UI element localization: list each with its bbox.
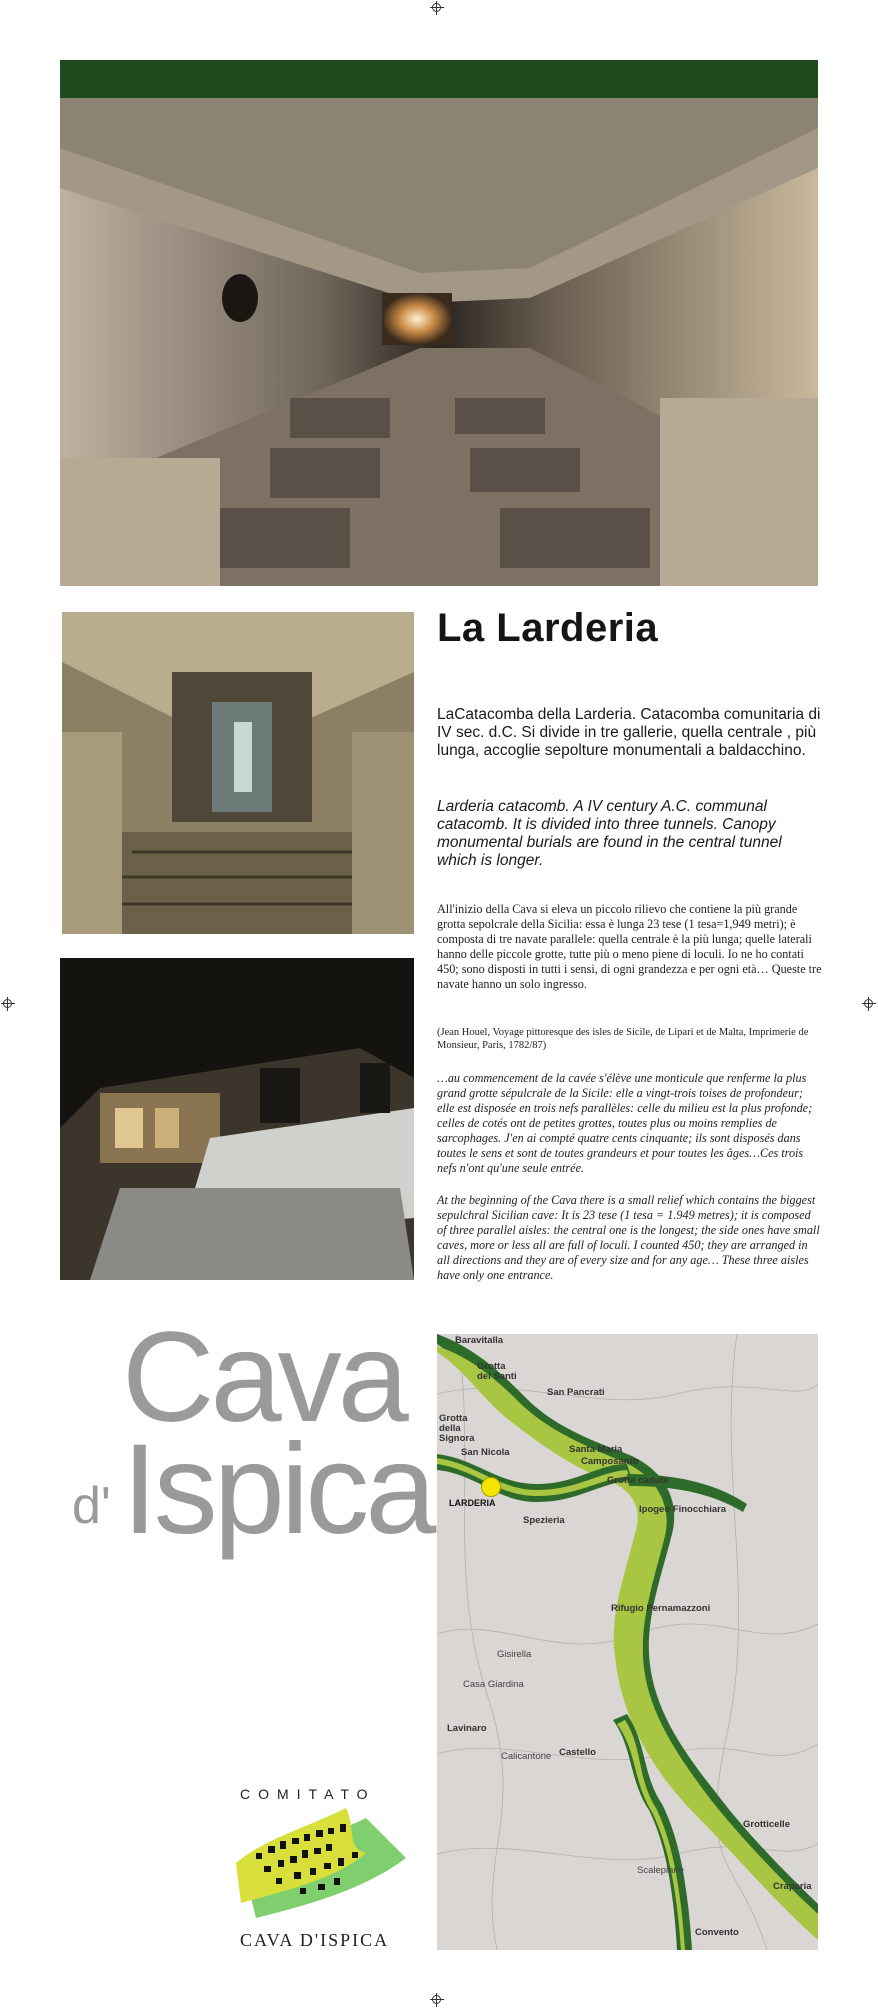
- intro-italian: LaCatacomba della Larderia. Catacomba comunitaria di IV sec. d.C. Si divide in tre gallerie, quella centrale , più lunga, accoglie sepolture monumentali a baldacchino.: [437, 706, 821, 759]
- map-label-san-pancrati: San Pancrati: [547, 1387, 605, 1398]
- map-river-graphic: [437, 1334, 818, 1950]
- map-label-casa-giardina: Casa Giardina: [463, 1679, 524, 1690]
- map-label-larderia: LARDERIA: [449, 1498, 496, 1508]
- map-label-craparia: Craparia: [773, 1881, 812, 1892]
- map-label-calicantone: Calicantone: [501, 1751, 552, 1762]
- houel-quote-french: …au commencement de la cavée s'élève une monticule que renferme la plus grand grotte sépulcrale de la Sicile: elle a vingt-trois toises de profondeur; elle est disposée en trois nefs parallèles: celle du milieu est la plus profonde; celles de cotés ont de petites grottes, toutes plus ou moins remplies de sarcophages. J'en ai compté quatre cents cinquante; ils sont disposés dans toutes le sens et sont de toutes grandeurs et pour toutes les âges…Ces trois nefs n'ont qu'une seule entrée.: [437, 1071, 813, 1175]
- map-label-scalepiane: Scalepiane: [637, 1865, 685, 1876]
- header-band: [60, 60, 818, 98]
- map-label-spezieria: Spezieria: [523, 1515, 565, 1526]
- map-label-castello: Castello: [559, 1747, 596, 1758]
- map-label-lavinaro: Lavinaro: [447, 1723, 487, 1734]
- intro-english: Larderia catacomb. A IV century A.C. communal catacomb. It is divided into three tunnels. Canopy monumental burials are found in the central tunnel which is longer.: [437, 798, 782, 869]
- map-label-grotte-cadute: Grotte cadute: [607, 1475, 669, 1486]
- crop-mark-right: [862, 997, 876, 1011]
- site-map: [437, 1334, 818, 1950]
- crop-mark-left: [1, 997, 15, 1011]
- logo-ispica-text: Ispica: [122, 1418, 433, 1561]
- catacomb-passage-photo: [62, 612, 414, 934]
- page-title: La Larderia: [437, 606, 659, 650]
- map-label-camposanto: Camposanto: [581, 1456, 639, 1467]
- map-label-convento: Convento: [695, 1927, 739, 1938]
- logo-cava-text: Cava: [122, 1306, 405, 1449]
- map-label-baravitalla: Baravitalla: [455, 1335, 504, 1346]
- crop-mark-bottom: [430, 1993, 444, 2007]
- logo-d-text: d': [72, 1477, 111, 1535]
- houel-quote-italian: All'inizio della Cava si eleva un piccolo rilievo che contiene la più grande grotta sepolcrale della Sicilia: essa è lunga 23 tese (1 tesa=1,949 metri); è composta di tre navate parallele: quella centrale è la più lunga; quelle laterali hanno delle piccole grotte, tutte più o meno piene di loculi. Io ne ho contati 450; sono disposti in tutti i sensi, di ogni grandezza e per ogni età… Queste tre navate hanno un solo ingresso.: [437, 902, 822, 991]
- catacomb-tunnel-photo: [60, 958, 414, 1280]
- crop-mark-top: [430, 1, 444, 15]
- map-label-gisirella: Gisirella: [497, 1649, 532, 1660]
- map-label-grotta-santi: Grotta dei Santi: [477, 1361, 517, 1382]
- map-label-rifugio: Rifugio Pernamazzoni: [611, 1603, 711, 1614]
- catacomb-gallery-photo: [60, 98, 818, 586]
- map-label-grotta-signora: Grotta della Signora: [439, 1413, 475, 1444]
- larderia-marker-icon: [481, 1477, 501, 1497]
- houel-quote-english: At the beginning of the Cava there is a small relief which contains the biggest sepulchral Sicilian cave: It is 23 tese (1 tesa = 1.949 metres); it is composed of three parallel aisles: the central one is the longest; the side ones have small caves, more or less all are full of loculi. I counted 450; they are arranged in all directions and they are of every size and for any age… These three aisles have only one entrance.: [437, 1193, 820, 1282]
- map-label-san-nicola: San Nicola: [461, 1447, 510, 1458]
- comitato-name: CAVA D'ISPICA: [240, 1930, 390, 1950]
- comitato-label: COMITATO: [240, 1786, 376, 1802]
- houel-citation: (Jean Houel, Voyage pittoresque des isles de Sicile, de Lipari et de Malta, Imprimerie de Monsieur, Paris, 1782/87): [437, 1027, 809, 1051]
- map-label-ipogeo-finocchiara: Ipogeo Finocchiara: [639, 1504, 727, 1515]
- map-label-santa-maria: Santa Maria: [569, 1444, 623, 1455]
- map-label-grotticelle: Grotticelle: [743, 1819, 790, 1830]
- comitato-emblem-icon: [236, 1808, 406, 1920]
